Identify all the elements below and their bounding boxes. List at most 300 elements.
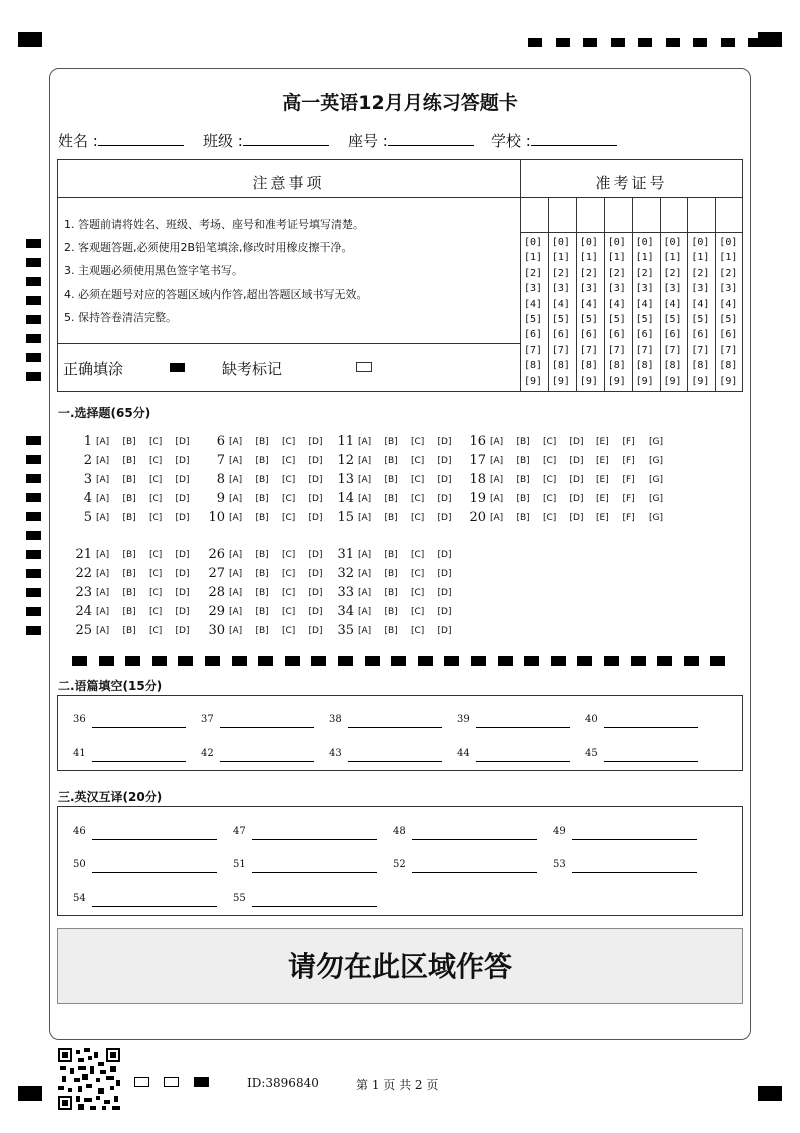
- id-digit-bubble[interactable]: [2]: [719, 267, 738, 279]
- id-digit-bubble[interactable]: [5]: [635, 314, 654, 325]
- id-digit-bubble[interactable]: [3]: [607, 283, 626, 295]
- id-digit-bubble[interactable]: [8]: [691, 360, 710, 372]
- answer-bubble[interactable]: [F]: [622, 456, 635, 466]
- id-digit-bubble[interactable]: [1]: [663, 252, 682, 264]
- answer-bubble[interactable]: [C]: [149, 456, 163, 466]
- answer-bubble[interactable]: [A]: [96, 569, 110, 579]
- answer-bubble[interactable]: [C]: [149, 588, 163, 598]
- answer-bubble[interactable]: [D]: [437, 456, 452, 466]
- id-digit-bubble[interactable]: [0]: [524, 237, 543, 248]
- timing-mark: [26, 436, 41, 445]
- seat-field[interactable]: [348, 130, 474, 151]
- answer-line[interactable]: [604, 727, 698, 728]
- answer-bubble[interactable]: [B]: [255, 475, 269, 485]
- answer-line[interactable]: [412, 872, 537, 873]
- answer-bubble[interactable]: [D]: [308, 607, 323, 617]
- answer-bubble[interactable]: [B]: [122, 513, 136, 523]
- page-title: 高一英语12月月练习答题卡: [282, 92, 518, 114]
- answer-bubble[interactable]: [B]: [384, 550, 398, 560]
- answer-bubble[interactable]: [E]: [596, 513, 609, 523]
- answer-bubble[interactable]: [A]: [358, 607, 372, 617]
- answer-bubble[interactable]: [A]: [96, 607, 110, 617]
- answer-line[interactable]: [348, 761, 442, 762]
- answer-bubble[interactable]: [A]: [229, 494, 243, 504]
- answer-bubble[interactable]: [D]: [569, 513, 584, 523]
- id-digit-bubble[interactable]: [9]: [524, 375, 543, 387]
- answer-bubble[interactable]: [B]: [516, 513, 530, 523]
- answer-bubble[interactable]: [B]: [122, 475, 136, 485]
- absent-mark-label: 缺考标记: [222, 360, 283, 378]
- answer-bubble[interactable]: [C]: [282, 569, 296, 579]
- timing-mark: [26, 626, 41, 635]
- answer-bubble[interactable]: [D]: [175, 513, 190, 523]
- answer-bubble[interactable]: [D]: [308, 626, 323, 636]
- answer-bubble[interactable]: [D]: [437, 569, 452, 579]
- id-digit-bubble[interactable]: [1]: [719, 252, 738, 264]
- blank-number: 47: [233, 826, 246, 837]
- answer-bubble[interactable]: [A]: [96, 494, 110, 504]
- id-digit-bubble[interactable]: [2]: [663, 267, 682, 279]
- answer-bubble[interactable]: [A]: [358, 437, 372, 447]
- answer-bubble[interactable]: [C]: [282, 513, 296, 523]
- id-digit-bubble[interactable]: [0]: [691, 237, 710, 248]
- answer-bubble[interactable]: [B]: [255, 569, 269, 579]
- answer-bubble[interactable]: [C]: [149, 569, 163, 579]
- answer-bubble[interactable]: [C]: [149, 626, 163, 636]
- id-digit-bubble[interactable]: [4]: [551, 298, 570, 310]
- id-digit-bubble[interactable]: [0]: [663, 237, 682, 248]
- answer-bubble[interactable]: [B]: [384, 456, 398, 466]
- answer-bubble[interactable]: [E]: [596, 437, 609, 447]
- answer-bubble[interactable]: [D]: [308, 550, 323, 560]
- answer-bubble[interactable]: [G]: [649, 437, 663, 447]
- answer-bubble[interactable]: [B]: [384, 607, 398, 617]
- corner-marker: [758, 1086, 782, 1101]
- id-digit-bubble[interactable]: [7]: [635, 344, 654, 356]
- answer-bubble[interactable]: [B]: [516, 494, 530, 504]
- answer-bubble[interactable]: [B]: [122, 588, 136, 598]
- id-digit-bubble[interactable]: [1]: [635, 252, 654, 264]
- id-digit-bubble[interactable]: [7]: [579, 344, 598, 356]
- answer-bubble[interactable]: [C]: [149, 494, 163, 504]
- answer-bubble[interactable]: [C]: [149, 475, 163, 485]
- id-digit-bubble[interactable]: [4]: [719, 298, 738, 310]
- id-digit-bubble[interactable]: [9]: [551, 375, 570, 387]
- name-field[interactable]: [58, 130, 184, 151]
- answer-bubble[interactable]: [C]: [543, 437, 557, 447]
- answer-bubble[interactable]: [D]: [437, 475, 452, 485]
- answer-line[interactable]: [92, 727, 186, 728]
- answer-bubble[interactable]: [C]: [411, 550, 425, 560]
- answer-line[interactable]: [92, 872, 217, 873]
- id-digit-bubble[interactable]: [4]: [691, 298, 710, 310]
- answer-line[interactable]: [604, 761, 698, 762]
- answer-bubble[interactable]: [C]: [543, 456, 557, 466]
- answer-bubble[interactable]: [B]: [384, 513, 398, 523]
- answer-bubble[interactable]: [C]: [282, 588, 296, 598]
- answer-bubble[interactable]: [D]: [437, 437, 452, 447]
- id-digit-bubble[interactable]: [7]: [551, 344, 570, 356]
- id-digit-bubble[interactable]: [8]: [719, 360, 738, 372]
- answer-bubble[interactable]: [C]: [282, 456, 296, 466]
- timing-mark: [611, 38, 625, 47]
- id-digit-bubble[interactable]: [3]: [663, 283, 682, 295]
- id-digit-bubble[interactable]: [7]: [607, 344, 626, 356]
- id-digit-bubble[interactable]: [2]: [607, 267, 626, 279]
- id-digit-bubble[interactable]: [7]: [524, 344, 543, 356]
- id-digit-bubble[interactable]: [6]: [524, 329, 543, 341]
- answer-bubble[interactable]: [A]: [358, 626, 372, 636]
- section2-title: 二.语篇填空(15分): [58, 679, 163, 693]
- no-answer-zone: 请勿在此区域作答: [57, 928, 743, 1004]
- id-digit-bubble[interactable]: [2]: [551, 267, 570, 279]
- answer-bubble[interactable]: [E]: [596, 494, 609, 504]
- blank-number: 38: [329, 714, 342, 725]
- school-field[interactable]: [491, 130, 617, 151]
- id-digit-bubble[interactable]: [5]: [663, 314, 682, 325]
- answer-bubble[interactable]: [A]: [96, 475, 110, 485]
- id-digit-bubble[interactable]: [4]: [579, 298, 598, 310]
- blank-number: 39: [457, 714, 470, 725]
- id-digit-bubble[interactable]: [5]: [691, 314, 710, 325]
- section1-title: 一.选择题(65分): [58, 406, 151, 420]
- answer-bubble[interactable]: [G]: [649, 456, 663, 466]
- answer-bubble[interactable]: [D]: [308, 588, 323, 598]
- timing-mark: [26, 588, 41, 597]
- id-digit-bubble[interactable]: [8]: [579, 360, 598, 372]
- answer-line[interactable]: [412, 839, 537, 840]
- answer-bubble[interactable]: [D]: [437, 626, 452, 636]
- id-digit-bubble[interactable]: [8]: [607, 360, 626, 372]
- answer-bubble[interactable]: [A]: [358, 494, 372, 504]
- blank-number: 36: [73, 714, 86, 725]
- id-digit-bubble[interactable]: [1]: [579, 252, 598, 264]
- answer-bubble[interactable]: [A]: [96, 550, 110, 560]
- answer-bubble[interactable]: [C]: [411, 607, 425, 617]
- answer-bubble[interactable]: [A]: [358, 569, 372, 579]
- answer-bubble[interactable]: [A]: [96, 513, 110, 523]
- id-digit-bubble[interactable]: [8]: [663, 360, 682, 372]
- answer-bubble[interactable]: [C]: [282, 550, 296, 560]
- id-digit-bubble[interactable]: [6]: [607, 329, 626, 341]
- answer-bubble[interactable]: [A]: [490, 456, 504, 466]
- answer-bubble[interactable]: [B]: [255, 513, 269, 523]
- answer-bubble[interactable]: [B]: [384, 437, 398, 447]
- id-digit-bubble[interactable]: [9]: [607, 375, 626, 387]
- answer-bubble[interactable]: [F]: [622, 475, 635, 485]
- answer-bubble[interactable]: [D]: [308, 513, 323, 523]
- answer-line[interactable]: [476, 761, 570, 762]
- timing-mark: [26, 474, 41, 483]
- answer-bubble[interactable]: [C]: [282, 494, 296, 504]
- answer-bubble[interactable]: [D]: [569, 475, 584, 485]
- answer-bubble[interactable]: [C]: [411, 437, 425, 447]
- answer-bubble[interactable]: [D]: [175, 494, 190, 504]
- answer-bubble[interactable]: [B]: [384, 626, 398, 636]
- answer-bubble[interactable]: [B]: [122, 494, 136, 504]
- id-digit-bubble[interactable]: [6]: [663, 329, 682, 341]
- class-field[interactable]: [203, 130, 329, 151]
- answer-bubble[interactable]: [A]: [229, 607, 243, 617]
- id-digit-bubble[interactable]: [5]: [551, 314, 570, 325]
- answer-bubble[interactable]: [D]: [175, 626, 190, 636]
- answer-bubble[interactable]: [B]: [384, 475, 398, 485]
- id-digit-bubble[interactable]: [1]: [551, 252, 570, 264]
- answer-line[interactable]: [252, 839, 377, 840]
- answer-bubble[interactable]: [D]: [175, 588, 190, 598]
- answer-bubble[interactable]: [D]: [175, 607, 190, 617]
- answer-bubble[interactable]: [B]: [255, 550, 269, 560]
- id-digit-bubble[interactable]: [0]: [579, 237, 598, 248]
- answer-bubble[interactable]: [D]: [308, 569, 323, 579]
- answer-bubble[interactable]: [D]: [175, 550, 190, 560]
- answer-bubble[interactable]: [A]: [229, 550, 243, 560]
- question-number: 5: [83, 510, 92, 525]
- answer-bubble[interactable]: [C]: [543, 494, 557, 504]
- id-digit-bubble[interactable]: [4]: [524, 298, 543, 310]
- answer-line[interactable]: [92, 906, 217, 907]
- card-id: ID:3896840: [247, 1076, 319, 1090]
- answer-bubble[interactable]: [A]: [96, 437, 110, 447]
- id-digit-bubble[interactable]: [6]: [579, 329, 598, 341]
- id-digit-bubble[interactable]: [4]: [607, 298, 626, 310]
- id-digit-bubble[interactable]: [1]: [607, 252, 626, 264]
- question-number: 10: [208, 510, 225, 525]
- answer-bubble[interactable]: [C]: [282, 626, 296, 636]
- answer-bubble[interactable]: [A]: [229, 588, 243, 598]
- id-digit-bubble[interactable]: [3]: [579, 283, 598, 295]
- answer-bubble[interactable]: [B]: [122, 456, 136, 466]
- timing-mark: [666, 38, 680, 47]
- page-number: 第 1 页 共 2 页: [356, 1078, 439, 1092]
- answer-line[interactable]: [92, 761, 186, 762]
- timing-mark: [26, 493, 41, 502]
- id-digit-bubble[interactable]: [7]: [663, 344, 682, 356]
- answer-bubble[interactable]: [A]: [490, 513, 504, 523]
- id-digit-bubble[interactable]: [2]: [524, 267, 543, 279]
- id-digit-bubble[interactable]: [6]: [691, 329, 710, 341]
- answer-bubble[interactable]: [C]: [149, 607, 163, 617]
- id-digit-bubble[interactable]: [6]: [551, 329, 570, 341]
- answer-line[interactable]: [220, 761, 314, 762]
- answer-bubble[interactable]: [C]: [149, 437, 163, 447]
- answer-bubble[interactable]: [A]: [358, 588, 372, 598]
- answer-bubble[interactable]: [C]: [282, 437, 296, 447]
- answer-line[interactable]: [348, 727, 442, 728]
- answer-bubble[interactable]: [A]: [229, 626, 243, 636]
- seat-label: 座号 :: [348, 132, 388, 150]
- id-digit-bubble[interactable]: [2]: [691, 267, 710, 279]
- id-digit-bubble[interactable]: [6]: [719, 329, 738, 341]
- answer-bubble[interactable]: [D]: [308, 456, 323, 466]
- answer-bubble[interactable]: [G]: [649, 494, 663, 504]
- answer-bubble[interactable]: [D]: [437, 588, 452, 598]
- answer-line[interactable]: [220, 727, 314, 728]
- answer-bubble[interactable]: [C]: [149, 550, 163, 560]
- answer-bubble[interactable]: [D]: [308, 437, 323, 447]
- id-digit-bubble[interactable]: [9]: [635, 375, 654, 387]
- answer-line[interactable]: [252, 906, 377, 907]
- answer-bubble[interactable]: [F]: [622, 494, 635, 504]
- answer-bubble[interactable]: [B]: [122, 569, 136, 579]
- answer-bubble[interactable]: [D]: [437, 513, 452, 523]
- answer-bubble[interactable]: [D]: [437, 607, 452, 617]
- answer-bubble[interactable]: [C]: [411, 513, 425, 523]
- answer-bubble[interactable]: [F]: [622, 513, 635, 523]
- school-label: 学校 :: [491, 132, 531, 150]
- question-number: 30: [208, 623, 225, 638]
- answer-line[interactable]: [572, 839, 697, 840]
- id-digit-bubble[interactable]: [7]: [719, 344, 738, 356]
- id-digit-bubble[interactable]: [8]: [635, 360, 654, 372]
- answer-bubble[interactable]: [B]: [516, 475, 530, 485]
- id-digit-bubble[interactable]: [0]: [635, 237, 654, 248]
- answer-bubble[interactable]: [A]: [96, 456, 110, 466]
- answer-bubble[interactable]: [C]: [411, 569, 425, 579]
- id-digit-bubble[interactable]: [5]: [579, 314, 598, 325]
- id-digit-bubble[interactable]: [9]: [663, 375, 682, 387]
- name-label: 姓名 :: [58, 132, 98, 150]
- name-line: [98, 132, 184, 146]
- exam-id-heading: 准考证号: [595, 174, 668, 192]
- question-number: 7: [216, 453, 225, 468]
- answer-line[interactable]: [252, 872, 377, 873]
- answer-line[interactable]: [572, 872, 697, 873]
- answer-bubble[interactable]: [D]: [308, 494, 323, 504]
- answer-bubble[interactable]: [A]: [229, 513, 243, 523]
- answer-bubble[interactable]: [B]: [516, 437, 530, 447]
- answer-bubble[interactable]: [D]: [308, 475, 323, 485]
- answer-bubble[interactable]: [B]: [122, 607, 136, 617]
- answer-bubble[interactable]: [C]: [411, 456, 425, 466]
- blank-number: 45: [585, 748, 598, 759]
- answer-bubble[interactable]: [C]: [411, 626, 425, 636]
- answer-bubble[interactable]: [C]: [543, 513, 557, 523]
- answer-bubble[interactable]: [A]: [490, 437, 504, 447]
- answer-bubble[interactable]: [D]: [175, 475, 190, 485]
- answer-bubble[interactable]: [D]: [175, 456, 190, 466]
- answer-bubble[interactable]: [B]: [122, 437, 136, 447]
- id-digit-bubble[interactable]: [0]: [719, 237, 738, 248]
- answer-bubble[interactable]: [A]: [358, 456, 372, 466]
- answer-bubble[interactable]: [B]: [255, 588, 269, 598]
- answer-bubble[interactable]: [D]: [569, 494, 584, 504]
- id-digit-bubble[interactable]: [4]: [663, 298, 682, 310]
- question-number: 19: [469, 491, 486, 506]
- answer-bubble[interactable]: [D]: [437, 494, 452, 504]
- answer-bubble[interactable]: [B]: [384, 569, 398, 579]
- id-digit-bubble[interactable]: [1]: [524, 252, 543, 264]
- id-digit-bubble[interactable]: [3]: [551, 283, 570, 295]
- answer-bubble[interactable]: [B]: [255, 456, 269, 466]
- id-digit-bubble[interactable]: [5]: [719, 314, 738, 325]
- id-digit-bubble[interactable]: [7]: [691, 344, 710, 356]
- id-digit-bubble[interactable]: [9]: [719, 375, 738, 387]
- section3-title: 三.英汉互译(20分): [58, 790, 163, 804]
- answer-bubble[interactable]: [A]: [229, 456, 243, 466]
- answer-bubble[interactable]: [A]: [96, 588, 110, 598]
- answer-bubble[interactable]: [B]: [384, 588, 398, 598]
- blank-number: 55: [233, 893, 246, 904]
- answer-bubble[interactable]: [C]: [282, 475, 296, 485]
- answer-bubble[interactable]: [C]: [411, 475, 425, 485]
- answer-bubble[interactable]: [G]: [649, 475, 663, 485]
- answer-bubble[interactable]: [A]: [358, 475, 372, 485]
- answer-bubble[interactable]: [C]: [543, 475, 557, 485]
- id-digit-bubble[interactable]: [8]: [524, 360, 543, 372]
- id-digit-bubble[interactable]: [3]: [691, 283, 710, 295]
- answer-bubble[interactable]: [D]: [569, 456, 584, 466]
- blank-number: 53: [553, 859, 566, 870]
- answer-bubble[interactable]: [C]: [411, 588, 425, 598]
- answer-bubble[interactable]: [C]: [149, 513, 163, 523]
- answer-bubble[interactable]: [B]: [255, 626, 269, 636]
- id-digit-bubble[interactable]: [5]: [607, 314, 626, 325]
- answer-bubble[interactable]: [C]: [282, 607, 296, 617]
- answer-bubble[interactable]: [A]: [358, 550, 372, 560]
- answer-bubble[interactable]: [D]: [437, 550, 452, 560]
- answer-bubble[interactable]: [F]: [622, 437, 635, 447]
- blank-number: 50: [73, 859, 86, 870]
- answer-bubble[interactable]: [A]: [229, 569, 243, 579]
- answer-bubble[interactable]: [A]: [490, 475, 504, 485]
- answer-bubble[interactable]: [E]: [596, 475, 609, 485]
- timing-mark: [528, 38, 542, 47]
- question-number: 1: [83, 434, 92, 449]
- answer-bubble[interactable]: [B]: [255, 494, 269, 504]
- id-digit-bubble[interactable]: [8]: [551, 360, 570, 372]
- id-digit-bubble[interactable]: [3]: [635, 283, 654, 295]
- answer-bubble[interactable]: [A]: [490, 494, 504, 504]
- id-digit-bubble[interactable]: [0]: [551, 237, 570, 248]
- answer-bubble[interactable]: [B]: [516, 456, 530, 466]
- id-digit-bubble[interactable]: [0]: [607, 237, 626, 248]
- answer-bubble[interactable]: [B]: [122, 626, 136, 636]
- answer-bubble[interactable]: [D]: [569, 437, 584, 447]
- answer-bubble[interactable]: [B]: [255, 607, 269, 617]
- timing-mark: [26, 315, 41, 324]
- answer-bubble[interactable]: [E]: [596, 456, 609, 466]
- absent-mark-box[interactable]: [356, 362, 372, 372]
- divider: [520, 159, 521, 392]
- timing-mark: [26, 353, 41, 362]
- answer-bubble[interactable]: [D]: [175, 437, 190, 447]
- answer-bubble[interactable]: [A]: [96, 626, 110, 636]
- id-digit-bubble[interactable]: [2]: [579, 267, 598, 279]
- corner-marker: [18, 32, 42, 47]
- id-digit-bubble[interactable]: [2]: [635, 267, 654, 279]
- answer-bubble[interactable]: [C]: [411, 494, 425, 504]
- id-digit-bubble[interactable]: [1]: [691, 252, 710, 264]
- answer-bubble[interactable]: [B]: [384, 494, 398, 504]
- answer-line[interactable]: [92, 839, 217, 840]
- answer-line[interactable]: [476, 727, 570, 728]
- answer-bubble[interactable]: [B]: [122, 550, 136, 560]
- id-digit-bubble[interactable]: [9]: [579, 375, 598, 387]
- answer-bubble[interactable]: [G]: [649, 513, 663, 523]
- answer-bubble[interactable]: [A]: [229, 475, 243, 485]
- id-digit-bubble[interactable]: [3]: [719, 283, 738, 295]
- answer-bubble[interactable]: [A]: [358, 513, 372, 523]
- id-digit-bubble[interactable]: [6]: [635, 329, 654, 341]
- id-digit-bubble[interactable]: [4]: [635, 298, 654, 310]
- answer-bubble[interactable]: [A]: [229, 437, 243, 447]
- id-digit-bubble[interactable]: [3]: [524, 283, 543, 295]
- id-digit-bubble[interactable]: [9]: [691, 375, 710, 387]
- answer-bubble[interactable]: [B]: [255, 437, 269, 447]
- answer-bubble[interactable]: [D]: [175, 569, 190, 579]
- id-digit-bubble[interactable]: [5]: [524, 314, 543, 325]
